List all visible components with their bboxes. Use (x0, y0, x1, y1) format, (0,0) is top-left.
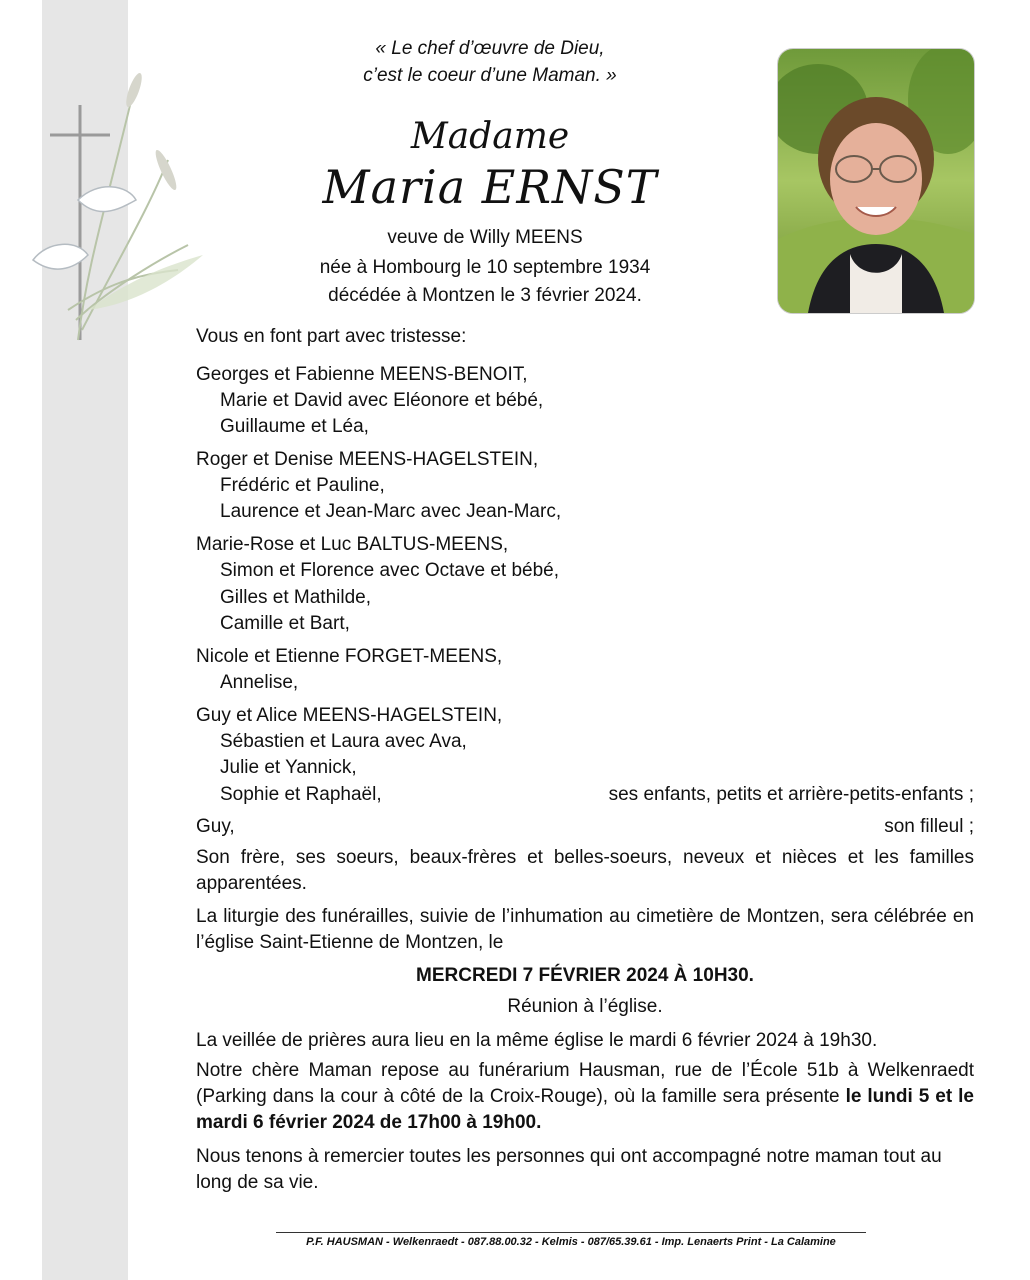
quote-line-1: « Le chef d’œuvre de Dieu, (375, 38, 605, 59)
family-line: Guy et Alice MEENS-HAGELSTEIN, (196, 705, 503, 726)
family-line: Marie-Rose et Luc BALTUS-MEENS, (196, 534, 509, 555)
family-line: Laurence et Jean-Marc avec Jean-Marc, (220, 501, 562, 522)
deceased-title: Madame (410, 116, 570, 157)
family-line: Frédéric et Pauline, (220, 475, 385, 496)
death-info: décédée à Montzen le 3 février 2024. (328, 285, 642, 306)
vigil-paragraph: La veillée de prières aura lieu en la même église le mardi 6 février 2024 à 19h30. (196, 1030, 878, 1051)
godson-label: son filleul ; (884, 816, 974, 837)
funerarium-text: Notre chère Maman repose au funérarium Hausman, rue de l’École 51b à Welkenraedt (Parking dans la cour à côté de la Croix-Rouge), où la famille sera présente (196, 1060, 974, 1107)
footer-credits: P.F. HAUSMAN - Welkenraedt - 087.88.00.32 - Kelmis - 087/65.39.61 - Imp. Lenaerts Print - La Calamine (306, 1236, 836, 1248)
funerarium-paragraph (196, 1058, 974, 1136)
children-label: ses enfants, petits et arrière-petits-enfants ; (608, 784, 974, 805)
family-line: Sébastien et Laura avec Ava, (220, 731, 467, 752)
quote-line-2: c’est le coeur d’une Maman. » (363, 65, 617, 86)
liturgy-paragraph: La liturgie des funérailles, suivie de l’inhumation au cimetière de Montzen, sera célébrée en l’église Saint-Etienne de Montzen, le (196, 906, 974, 953)
portrait-photo (777, 48, 975, 314)
siblings-paragraph: Son frère, ses soeurs, beaux-frères et belles-soeurs, neveux et nièces et les familles apparentées. (196, 847, 974, 894)
funerarium-hours: le lundi 5 et le mardi 6 février 2024 de 17h00 à 19h00. (196, 1086, 974, 1133)
family-line: Annelise, (220, 672, 299, 693)
thanks-paragraph: Nous tenons à remercier toutes les personnes qui ont accompagné notre maman tout au long de sa vie. (196, 1146, 942, 1193)
family-line: Georges et Fabienne MEENS-BENOIT, (196, 364, 528, 385)
family-line: Nicole et Etienne FORGET-MEENS, (196, 646, 503, 667)
family-line: Simon et Florence avec Octave et bébé, (220, 560, 560, 581)
ceremony-date: MERCREDI 7 FÉVRIER 2024 À 10H30. (416, 965, 754, 986)
footer-divider (276, 1232, 866, 1233)
family-line: Marie et David avec Eléonore et bébé, (220, 390, 544, 411)
family-line: Sophie et Raphaël, (220, 784, 382, 805)
family-line: Gilles et Mathilde, (220, 587, 372, 608)
family-line: Roger et Denise MEENS-HAGELSTEIN, (196, 449, 539, 470)
family-line: Guillaume et Léa, (220, 416, 369, 437)
widow-of: veuve de Willy MEENS (387, 227, 583, 248)
family-line: Julie et Yannick, (220, 757, 357, 778)
meeting-note: Réunion à l’église. (507, 996, 663, 1017)
cross-lily-illustration (18, 60, 208, 360)
birth-info: née à Hombourg le 10 septembre 1934 (319, 257, 651, 278)
family-line: Camille et Bart, (220, 613, 350, 634)
deceased-name: Maria ERNST (322, 160, 658, 214)
intro-text: Vous en font part avec tristesse: (196, 326, 467, 347)
godson-name: Guy, (196, 816, 235, 837)
quote-block (290, 35, 690, 89)
